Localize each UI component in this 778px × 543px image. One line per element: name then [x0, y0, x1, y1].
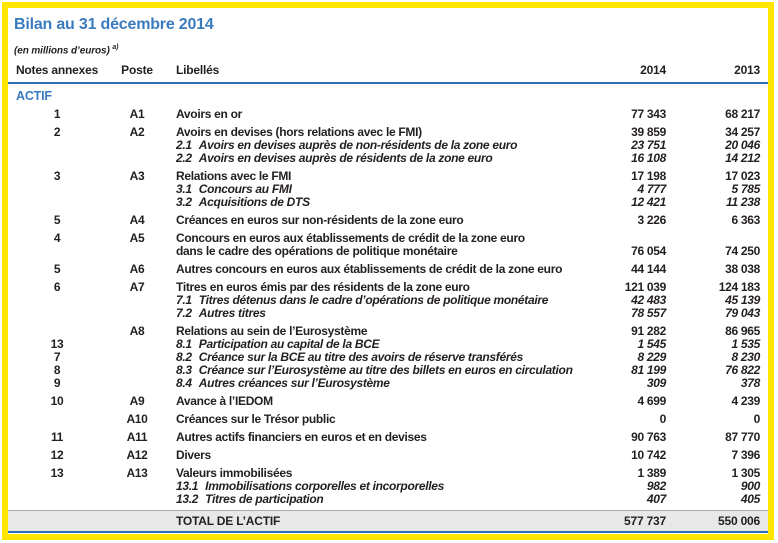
total-row: [8, 510, 768, 533]
value-2013-cell: 4 239: [731, 394, 760, 409]
table-row: [14, 493, 760, 506]
header-poste: Poste: [121, 63, 153, 78]
value-2013-cell: 34 257: [725, 125, 760, 140]
page-title: Bilan au 31 décembre 2014: [14, 16, 214, 33]
label-cell: Autres concours en euros aux établissements de crédit de la zone euro: [176, 262, 563, 277]
total-label: TOTAL DE L’ACTIF: [176, 514, 281, 529]
table-row: [14, 263, 760, 276]
label-cell: 7.1 Titres détenus dans le cadre d’opérations de politique monétaire: [176, 293, 549, 308]
balance-sheet: [8, 8, 768, 533]
value-2014-cell: 90 763: [631, 430, 666, 445]
note-cell: 11: [50, 430, 64, 445]
value-2013-cell: 11 238: [725, 195, 760, 210]
label-cell: 7.2 Autres titres: [176, 306, 266, 321]
value-2013-cell: 68 217: [725, 107, 760, 122]
header-year-2013: 2013: [734, 63, 760, 78]
note-cell: 13: [50, 337, 64, 352]
label-cell: 8.2 Créance sur la BCE au titre des avoirs de réserve transférés: [176, 350, 523, 365]
poste-cell: A4: [129, 213, 145, 228]
note-cell: 4: [53, 231, 61, 246]
value-2013-cell: 87 770: [725, 430, 760, 445]
value-2014-cell: 0: [659, 412, 666, 427]
label-cell: Relations avec le FMI: [176, 169, 292, 184]
note-cell: 5: [53, 213, 61, 228]
value-2013-cell: 5 785: [731, 182, 760, 197]
label-cell: Divers: [176, 448, 211, 463]
value-2014-cell: 42 483: [631, 293, 666, 308]
value-2013-cell: 405: [740, 492, 760, 507]
poste-cell: A5: [129, 231, 145, 246]
table-row: [14, 377, 760, 390]
label-cell: Avoirs en devises (hors relations avec le FMI): [176, 125, 422, 140]
value-2014-cell: 8 229: [637, 350, 666, 365]
document-frame: [2, 2, 774, 540]
table-row: [14, 214, 760, 227]
sub-item-number: 13.2: [176, 492, 199, 507]
sub-item-number: 2.2: [176, 151, 192, 166]
header-year-2014: 2014: [640, 63, 666, 78]
value-2014-cell: 1 545: [637, 337, 666, 352]
value-2014-cell: 407: [646, 492, 666, 507]
sub-item-number: 8.1: [176, 337, 192, 352]
sub-item-number: 7.1: [176, 293, 192, 308]
note-cell: 13: [50, 466, 64, 481]
value-2014-cell: 3 226: [637, 213, 666, 228]
label-cell: Créances en euros sur non-résidents de la zone euro: [176, 213, 464, 228]
total-value-2014: 577 737: [624, 514, 666, 529]
sub-item-number: 13.1: [176, 479, 199, 494]
label-cell: Relations au sein de l’Eurosystème: [176, 324, 368, 339]
value-2013-cell: 38 038: [725, 262, 760, 277]
header-divider-line: [8, 82, 768, 84]
label-cell: 8.3 Créance sur l’Eurosystème au titre des billets en euros en circulation: [176, 363, 573, 378]
value-2014-cell: 44 144: [631, 262, 666, 277]
poste-cell: A6: [129, 262, 145, 277]
note-cell: 5: [53, 262, 61, 277]
poste-cell: A9: [129, 394, 145, 409]
table-row: [14, 108, 760, 121]
value-2014-cell: 17 198: [631, 169, 666, 184]
sub-item-number: 3.2: [176, 195, 192, 210]
value-2013-cell: 17 023: [725, 169, 760, 184]
label-cell: Valeurs immobilisées: [176, 466, 293, 481]
value-2013-cell: 20 046: [725, 138, 760, 153]
note-cell: 9: [53, 376, 61, 391]
label-cell: 3.1 Concours au FMI: [176, 182, 292, 197]
note-cell: 6: [53, 280, 61, 295]
value-2014-cell: 10 742: [631, 448, 666, 463]
label-cell: 2.2 Avoirs en devises auprès de résidents de la zone euro: [176, 151, 493, 166]
header-libelles: Libellés: [176, 63, 220, 78]
poste-cell: A12: [126, 448, 148, 463]
value-2013-cell: 378: [740, 376, 760, 391]
value-2014-cell: 12 421: [631, 195, 666, 210]
value-2014-cell: 4 777: [637, 182, 666, 197]
table-row: [14, 449, 760, 462]
value-2014-cell: 1 389: [637, 466, 666, 481]
poste-cell: A3: [129, 169, 145, 184]
unit-note-superscript: a): [112, 44, 119, 51]
label-cell: 8.4 Autres créances sur l’Eurosystème: [176, 376, 390, 391]
note-cell: 1: [53, 107, 61, 122]
value-2014-cell: 121 039: [624, 280, 666, 295]
total-value-2013: 550 006: [718, 514, 760, 529]
poste-cell: A11: [126, 430, 148, 445]
table-row: [14, 431, 760, 444]
sub-item-number: 2.1: [176, 138, 192, 153]
table-header-row: [14, 63, 760, 78]
label-cell: Titres en euros émis par des résidents de la zone euro: [176, 280, 470, 295]
poste-cell: A2: [129, 125, 145, 140]
poste-cell: A8: [129, 324, 145, 339]
sub-item-number: 7.2: [176, 306, 192, 321]
label-cell: 3.2 Acquisitions de DTS: [176, 195, 310, 210]
value-2014-cell: 309: [646, 376, 666, 391]
value-2013-cell: 6 363: [731, 213, 760, 228]
value-2014-cell: 982: [646, 479, 666, 494]
value-2013-cell: 7 396: [731, 448, 760, 463]
table-rows: [14, 108, 760, 506]
value-2013-cell: 45 139: [725, 293, 760, 308]
label-cell: 8.1 Participation au capital de la BCE: [176, 337, 380, 352]
value-2013-cell: 124 183: [718, 280, 760, 295]
poste-cell: A10: [126, 412, 148, 427]
value-2013-cell: 79 043: [725, 306, 760, 321]
note-cell: 3: [53, 169, 61, 184]
sub-item-number: 3.1: [176, 182, 192, 197]
value-2014-cell: 77 343: [631, 107, 666, 122]
table-row: [14, 307, 760, 320]
note-cell: 12: [50, 448, 64, 463]
note-cell: 2: [53, 125, 61, 140]
label-cell: Créances sur le Trésor public: [176, 412, 336, 427]
value-2014-cell: 4 699: [637, 394, 666, 409]
label-cell: 13.2 Titres de participation: [176, 492, 324, 507]
table-row: [14, 413, 760, 426]
value-2013-cell: 86 965: [725, 324, 760, 339]
value-2014-cell: 16 108: [631, 151, 666, 166]
poste-cell: A1: [129, 107, 145, 122]
value-2013-cell: 8 230: [731, 350, 760, 365]
unit-note-text: (en millions d’euros): [14, 45, 110, 57]
note-cell: 10: [50, 394, 64, 409]
poste-cell: A13: [126, 466, 148, 481]
table-row: [14, 232, 760, 258]
unit-note: [14, 42, 760, 56]
value-2014-cell: 76 054: [631, 244, 666, 259]
label-cell: 13.1 Immobilisations corporelles et incorporelles: [176, 479, 445, 494]
sub-item-number: 8.4: [176, 376, 192, 391]
table-row: [14, 152, 760, 165]
note-cell: 7: [53, 350, 61, 365]
label-cell: Avoirs en or: [176, 107, 242, 122]
value-2014-cell: 23 751: [631, 138, 666, 153]
poste-cell: A7: [129, 280, 145, 295]
note-cell: 8: [53, 363, 61, 378]
value-2014-cell: 39 859: [631, 125, 666, 140]
label-cell: Avance à l’IEDOM: [176, 394, 273, 409]
label-cell: 2.1 Avoirs en devises auprès de non-résidents de la zone euro: [176, 138, 518, 153]
sub-item-number: 8.3: [176, 363, 192, 378]
section-actif-label: ACTIF: [16, 89, 52, 104]
sub-item-number: 8.2: [176, 350, 192, 365]
value-2013-cell: 74 250: [725, 244, 760, 259]
value-2013-cell: 900: [740, 479, 760, 494]
value-2014-cell: 91 282: [631, 324, 666, 339]
table-row: [14, 395, 760, 408]
value-2014-cell: 81 199: [631, 363, 666, 378]
value-2013-cell: 1 535: [731, 337, 760, 352]
value-2013-cell: 14 212: [725, 151, 760, 166]
value-2013-cell: 1 305: [731, 466, 760, 481]
value-2013-cell: 0: [753, 412, 760, 427]
label-cell: Autres actifs financiers en euros et en devises: [176, 430, 427, 445]
header-notes-annexes: Notes annexes: [15, 63, 99, 78]
value-2013-cell: 76 822: [725, 363, 760, 378]
value-2014-cell: 78 557: [631, 306, 666, 321]
label-cell: Concours en euros aux établissements de crédit de la zone euro dans le cadre des opérations de politique monétaire: [176, 231, 525, 259]
table-row: [14, 196, 760, 209]
